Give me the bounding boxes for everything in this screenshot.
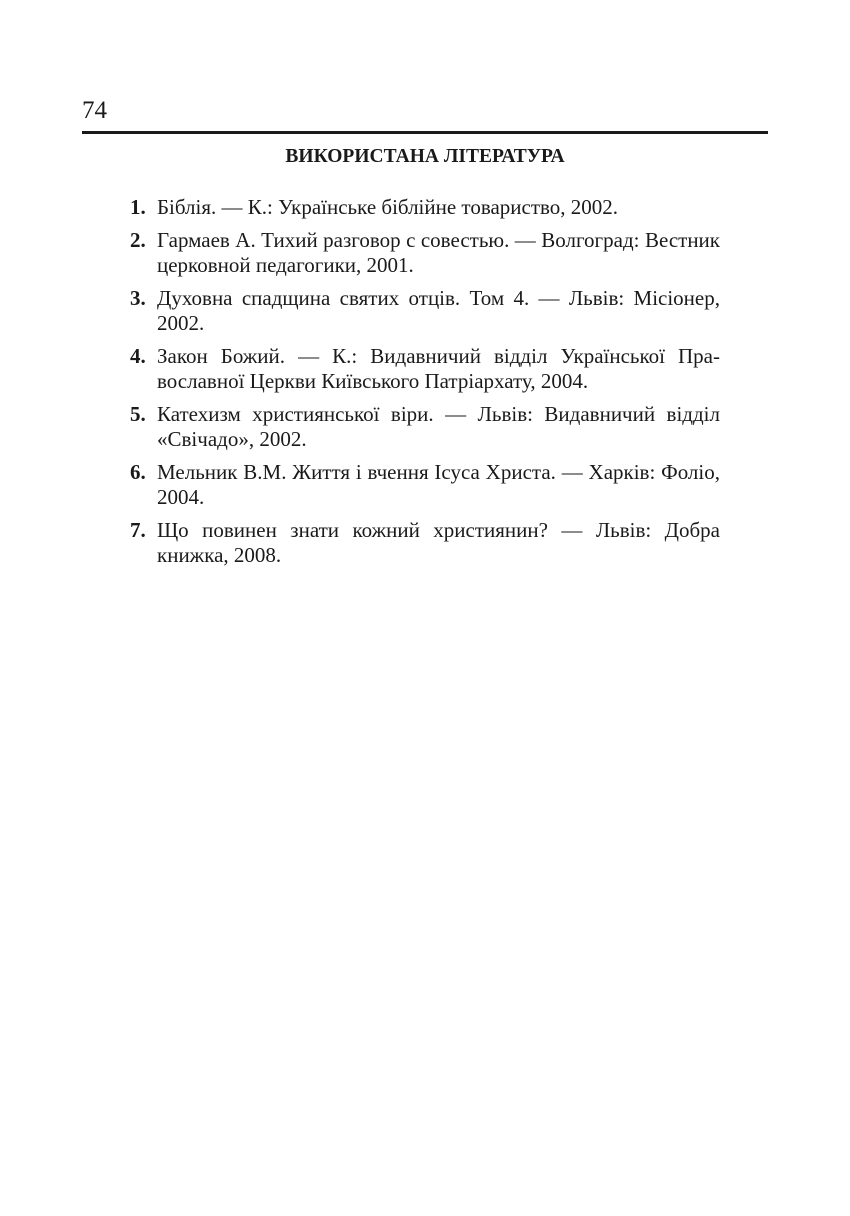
reference-number: 7. xyxy=(130,518,146,542)
reference-item xyxy=(130,228,720,278)
reference-text: Гармаев А. Тихий разговор с совестью. — Волгоград: Вестник церковной педагогики, 2001. xyxy=(157,228,720,277)
reference-text: Духовна спадщина святих отців. Том 4. — Львів: Місіонер, 2002. xyxy=(157,286,720,335)
reference-item xyxy=(130,344,720,394)
reference-number: 1. xyxy=(130,195,146,219)
reference-number: 4. xyxy=(130,344,146,368)
reference-item xyxy=(130,286,720,336)
reference-item xyxy=(130,518,720,568)
reference-text: Біблія. — К.: Українське біблійне товариство, 2002. xyxy=(157,195,619,219)
reference-text: Катехизм християнської віри. — Львів: Видавничий відділ «Свічадо», 2002. xyxy=(157,402,720,451)
header-rule xyxy=(82,131,768,134)
section-title: ВИКОРИСТАНА ЛІТЕРАТУРА xyxy=(285,146,565,167)
reference-number: 2. xyxy=(130,228,146,252)
reference-text: Закон Божий. — К.: Видавничий відділ Української Православної Церкви Київського Патріархату, 2004. xyxy=(157,344,720,393)
reference-item xyxy=(130,195,720,220)
reference-text: Що повинен знати кожний християнин? — Львів: Добра книжка, 2008. xyxy=(157,518,720,567)
reference-text: Мельник В.М. Життя і вчення Ісуса Христа. — Харків: Фоліо, 2004. xyxy=(157,460,720,509)
reference-item xyxy=(130,402,720,452)
page-number: 74 xyxy=(82,97,107,124)
reference-item xyxy=(130,460,720,510)
reference-number: 5. xyxy=(130,402,146,426)
reference-number: 6. xyxy=(130,460,146,484)
reference-number: 3. xyxy=(130,286,146,310)
reference-list xyxy=(130,195,720,576)
